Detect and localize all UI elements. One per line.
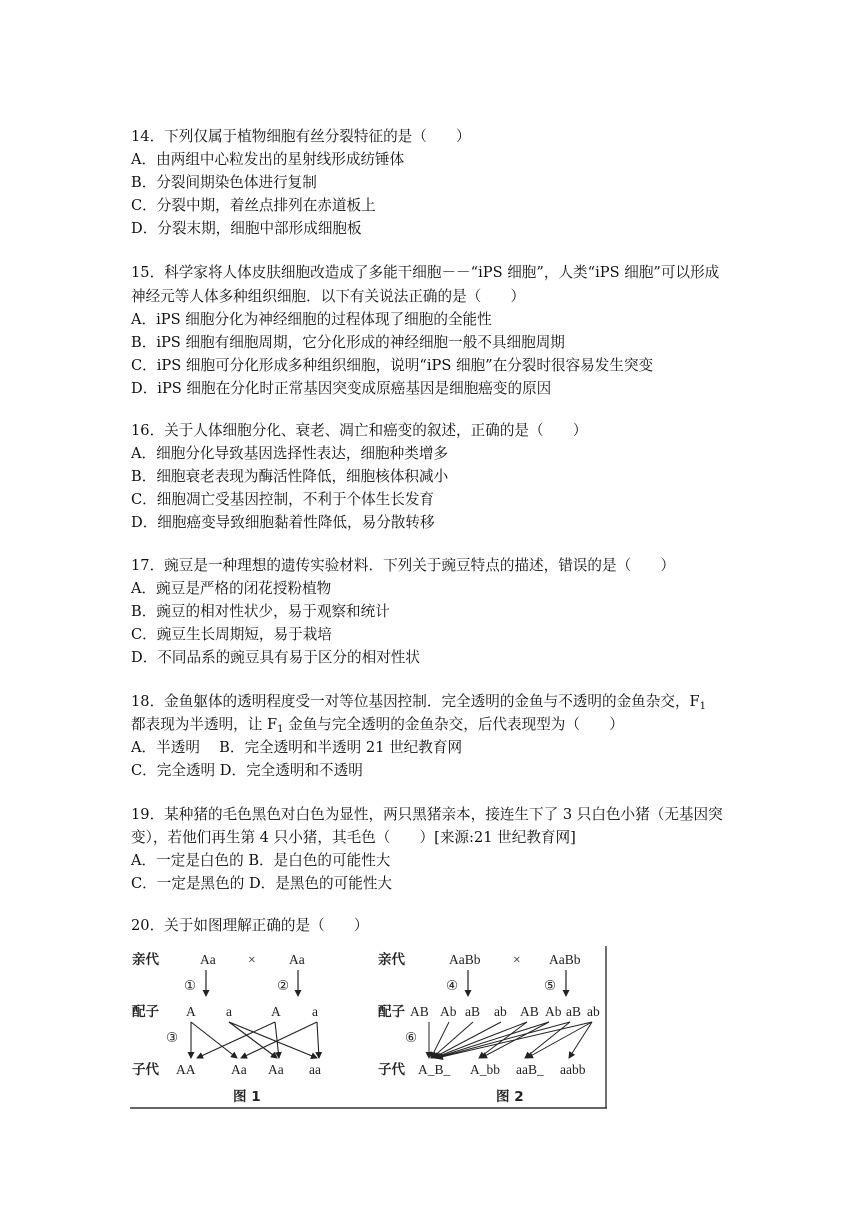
fig1-offspring: AA bbox=[176, 1062, 196, 1077]
fig2-circle5: ⑤ bbox=[544, 978, 557, 993]
fig2-cross: × bbox=[513, 952, 521, 967]
question-stem-cont: 神经元等人体多种组织细胞．以下有关说法正确的是（ ） bbox=[131, 288, 526, 305]
question-stem: 19．某种猪的毛色黑色对白色为显性，两只黑猪亲本，接连生下了 3 只白色小猪（无基因突 bbox=[131, 806, 723, 823]
fig1-parent2: Aa bbox=[289, 952, 305, 967]
figure-svg bbox=[129, 944, 609, 1110]
fig1-parent1: Aa bbox=[200, 952, 216, 967]
options-ab: A．半透明 B．完全透明和半透明 21 世纪教育网 bbox=[131, 739, 463, 756]
fig1-arrow bbox=[191, 1022, 237, 1058]
fig2-gamete: AB bbox=[520, 1004, 539, 1019]
question-stem: 18．金鱼躯体的透明程度受一对等位基因控制．完全透明的金鱼与不透明的金鱼杂交，$F_1$ bbox=[131, 693, 707, 712]
fig2-arrow bbox=[569, 1022, 592, 1058]
fig2-arrows bbox=[429, 1022, 592, 1058]
fig1-circle1: ① bbox=[184, 978, 197, 993]
options-ab: A．一定是白色的 B．是白色的可能性大 bbox=[131, 852, 391, 869]
option-b: B．分裂间期染色体进行复制 bbox=[131, 174, 317, 191]
option-d: D．分裂末期，细胞中部形成细胞板 bbox=[131, 220, 362, 237]
fig2-gamete: aB bbox=[566, 1004, 581, 1019]
fig2-gamete: ab bbox=[494, 1004, 507, 1019]
fig2-offspring: aaB_ bbox=[516, 1062, 544, 1077]
fig2-parent2: AaBb bbox=[549, 952, 581, 967]
question-stem: 15．科学家将人体皮肤细胞改造成了多能干细胞－－“iPS 细胞”，人类“iPS 细胞”可以形成 bbox=[131, 264, 720, 281]
fig2-gamete: Ab bbox=[545, 1004, 562, 1019]
question-stem-cont: 都表现为半透明，让 $F_1$ 金鱼与完全透明的金鱼杂交，后代表现型为（ ） bbox=[131, 716, 624, 735]
fig1-offspring-label: 子代 bbox=[132, 1062, 159, 1078]
fig2-parent1: AaBb bbox=[449, 952, 481, 967]
fig2-gamete: AB bbox=[410, 1004, 429, 1019]
fig2-parent-label: 亲代 bbox=[378, 952, 405, 968]
option-a: A．细胞分化导致基因选择性表达，细胞种类增多 bbox=[131, 445, 449, 462]
fig1-cross: × bbox=[248, 952, 256, 967]
option-b: B．iPS 细胞有细胞周期，它分化形成的神经细胞一般不具细胞周期 bbox=[131, 334, 565, 351]
option-a: A．豌豆是严格的闭花授粉植物 bbox=[131, 580, 332, 597]
question-stem: 16．关于人体细胞分化、衰老、凋亡和癌变的叙述，正确的是（ ） bbox=[131, 422, 588, 439]
fig2-offspring: A_B_ bbox=[418, 1062, 451, 1077]
fig1-gamete: A bbox=[271, 1004, 281, 1019]
fig2-offspring: A_bb bbox=[470, 1062, 500, 1077]
fig1-arrow bbox=[229, 1022, 317, 1058]
fig1-arrow bbox=[317, 1022, 319, 1058]
fig1-gamete-label: 配子 bbox=[132, 1004, 159, 1020]
fig2-caption: 图 2 bbox=[496, 1089, 524, 1105]
fig2-gamete: Ab bbox=[440, 1004, 457, 1019]
option-c: C．iPS 细胞可分化形成多种组织细胞，说明“iPS 细胞”在分裂时很容易发生突变 bbox=[131, 357, 654, 374]
fig2-offspring-label: 子代 bbox=[378, 1062, 405, 1078]
option-b: B．豌豆的相对性状少，易于观察和统计 bbox=[131, 603, 390, 620]
fig2-arrow bbox=[479, 1022, 527, 1058]
option-c: C．豌豆生长周期短，易于栽培 bbox=[131, 626, 332, 643]
fig2-arrow bbox=[527, 1022, 592, 1058]
genetics-cross-figure bbox=[129, 944, 609, 1110]
fig1-circle3: ③ bbox=[166, 1030, 179, 1045]
fig1-arrows bbox=[191, 1022, 319, 1058]
fig2-offspring: aabb bbox=[560, 1062, 586, 1077]
question-stem-cont: 变），若他们再生第 4 只小猪，其毛色（ ）[来源:21 世纪教育网] bbox=[131, 829, 576, 846]
fig1-gamete: A bbox=[186, 1004, 196, 1019]
option-d: D．不同品系的豌豆具有易于区分的相对性状 bbox=[131, 649, 420, 666]
fig2-arrow bbox=[431, 1022, 449, 1058]
fig1-parent-label: 亲代 bbox=[132, 952, 159, 968]
options-cd: C．完全透明 D．完全透明和不透明 bbox=[131, 762, 363, 779]
question-stem: 17．豌豆是一种理想的遗传实验材料．下列关于豌豆特点的描述，错误的是（ ） bbox=[131, 557, 675, 574]
fig1-caption: 图 1 bbox=[233, 1089, 261, 1105]
option-d: D．iPS 细胞在分化时正常基因突变成原癌基因是细胞癌变的原因 bbox=[131, 380, 552, 397]
question-stem: 20．关于如图理解正确的是（ ） bbox=[131, 917, 369, 934]
fig2-circle4: ④ bbox=[446, 978, 459, 993]
fig1-offspring: aa bbox=[309, 1062, 321, 1077]
fig2-circle6: ⑥ bbox=[405, 1030, 418, 1045]
fig1-gamete: a bbox=[226, 1004, 232, 1019]
option-a: A．iPS 细胞分化为神经细胞的过程体现了细胞的全能性 bbox=[131, 311, 492, 328]
options-cd: C．一定是黑色的 D．是黑色的可能性大 bbox=[131, 875, 393, 892]
fig2-gamete: ab bbox=[587, 1004, 600, 1019]
option-a: A．由两组中心粒发出的星射线形成纺锤体 bbox=[131, 151, 405, 168]
fig1-gamete: a bbox=[312, 1004, 318, 1019]
option-c: C．分裂中期，着丝点排列在赤道板上 bbox=[131, 197, 376, 214]
option-c: C．细胞凋亡受基因控制，不利于个体生长发育 bbox=[131, 491, 435, 508]
option-b: B．细胞衰老表现为酶活性降低，细胞核体积减小 bbox=[131, 468, 449, 485]
fig1-circle2: ② bbox=[277, 978, 290, 993]
question-stem: 14．下列仅属于植物细胞有丝分裂特征的是（ ） bbox=[131, 128, 471, 145]
fig2-gamete-label: 配子 bbox=[378, 1004, 405, 1020]
fig1-offspring: Aa bbox=[231, 1062, 247, 1077]
fig1-offspring: Aa bbox=[268, 1062, 284, 1077]
fig2-gamete: aB bbox=[465, 1004, 480, 1019]
option-d: D．细胞癌变导致细胞黏着性降低，易分散转移 bbox=[131, 514, 435, 531]
